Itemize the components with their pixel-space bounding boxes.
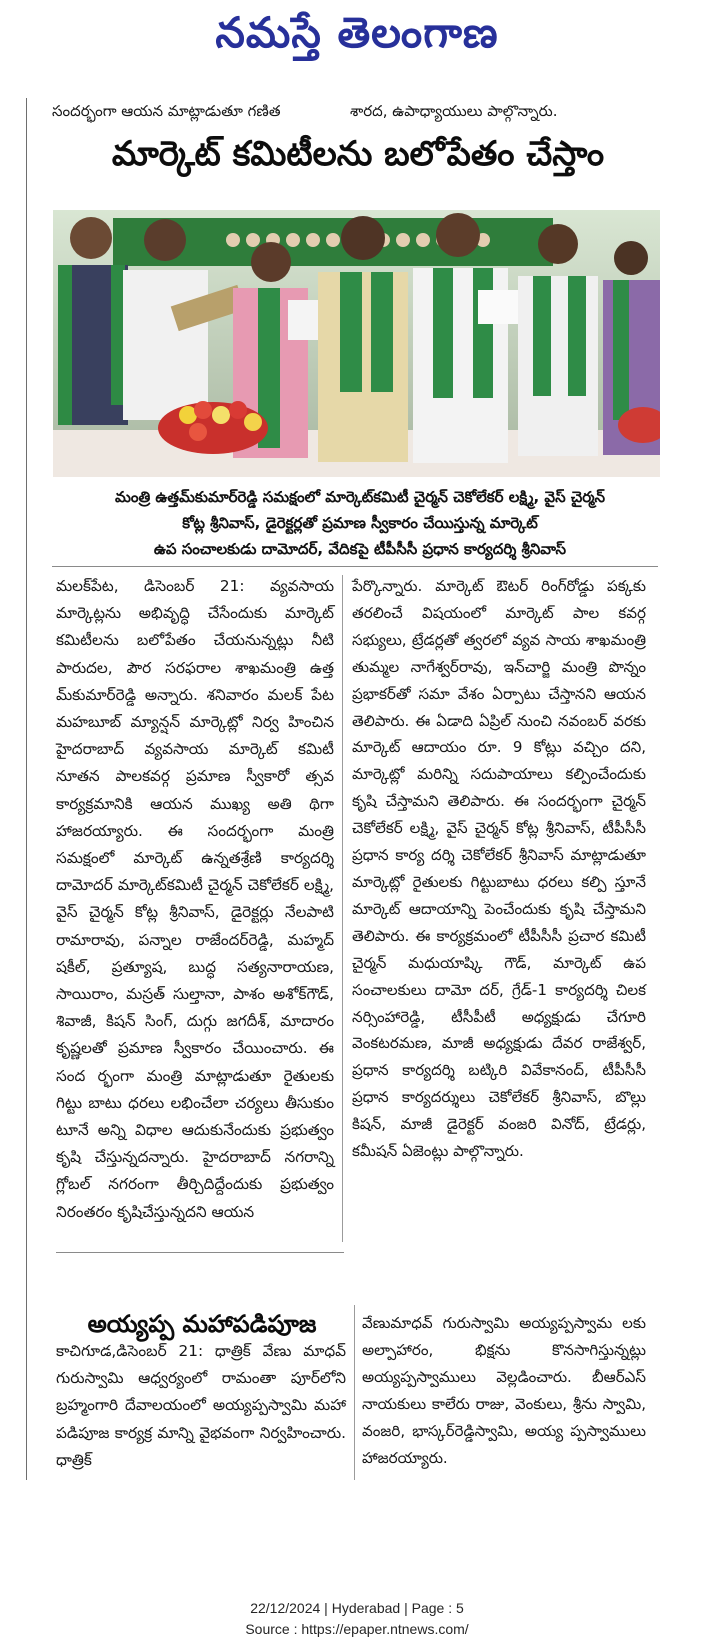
footer-date-page: 22/12/2024 | Hyderabad | Page : 5 <box>250 1600 464 1616</box>
column-rule <box>342 575 343 1242</box>
masthead-logo: నమస్తే తెలంగాణ <box>215 8 499 57</box>
article2-text: వేణుమాధవ్ గురుస్వామి అయ్యప్పస్వామ లకు అల్పాహారం, భిక్షను కొనసాగిస్తున్నట్లు అయ్యప్పస్వాములు వెల్లడించారు. బీఆర్ఎస్ నాయకులు కాలేరు రాజు, వెంకులు, శ్రీను స్వామి, వంజరి, భాస్కర్‌రెడ్డిస్వామి, అయ్య ప్పస్వాములు హాజరయ్యారు. <box>362 1314 646 1467</box>
article2-column-1 <box>56 1338 346 1474</box>
top-fragment-right: శారద, ఉపాధ్యాయులు పాల్గొన్నారు. <box>350 102 558 120</box>
article1-text: మలక్‌పేట, డిసెంబర్ 21: వ్యవసాయ మార్కెట్లను అభివృద్ధి చేసేందుకు మార్కెట్ కమిటీలను బలోపేతం చేయనున్నట్లు నీటి పారుదల, పౌర సరఫరాల శాఖమంత్రి ఉత్త మ్‌కుమార్‌రెడ్డి అన్నారు. శనివారం మలక్ పేట మహబూబ్ మ్యాన్షన్ మార్కెట్లో నిర్వ హించిన హైదరాబాద్ వ్యవసాయ మార్కెట్ కమిటీ నూతన పాలకవర్గ ప్రమాణ స్వీకారో త్సవ కార్యక్రమానికి ఆయన ముఖ్య అతి థిగా హాజరయ్యారు. ఈ సందర్భంగా మంత్రి సమక్షంలో మార్కెట్ ఉన్నతశ్రేణి కార్యదర్శి దామోదర్ మార్కెట్‌కమిటీ చైర్మన్ చెకోలేకర్ లక్ష్మి, వైస్ చైర్మన్ కోట్ల శ్రీనివాస్, డైరెక్టర్లు నేలపాటి రామారావు, పన్నాల రాజేందర్‌రెడ్డి, మహ్మద్ షకీల్, ప్రత్యూష, బుద్ధ సత్యనారాయణ, సాయిరాం, మస్రత్ సుల్తానా, పాశం అశోక్‌గౌడ్, శివాజీ, కిషన్ సింగ్, దుగ్గు జగదీశ్, మాదారం కృష్ణలతో ప్రమాణ స్వీకారం చేయించారు. ఈ సంద ర్భంగా మంత్రి మాట్లాడుతూ రైతులకు గిట్టు బాటు ధరలు లభించేలా చర్యలు తీసుకుం టూనే అన్ని విధాల ఆదుకునేందుకు ప్రభుత్వం కృషి చేస్తున్నదన్నారు. హైదరాబాద్ నగరాన్ని గ్లోబల్ నగరంగా తీర్చిదిద్దేందుకు ప్రభుత్వం నిరంతరం కృషిచేస్తున్నదని ఆయన <box>56 577 334 1221</box>
article1-column-2 <box>352 573 646 1165</box>
caption-line: కోట్ల శ్రీనివాస్, డైరెక్టర్లతో ప్రమాణ స్వీకారం చేయిస్తున్న మార్కెట్ <box>182 514 538 532</box>
article1-text: పేర్కొన్నారు. మార్కెట్ ఔటర్ రింగ్‌రోడ్డు పక్కకు తరలించే విషయంలో మార్కెట్ పాల కవర్గ సభ్యులు, ట్రేడర్లతో త్వరలో వ్యవ సాయ శాఖమంత్రి తుమ్మల నాగేశ్వర్‌రావు, ఇన్‌చార్జి మంత్రి పొన్నం ప్రభాకర్‌తో సమా వేశం ఏర్పాటు చేస్తానని ఆయన తెలిపారు. ఈ ఏడాది ఏప్రిల్ నుంచి నవంబర్ వరకు మార్కెట్ ఆదాయం రూ. 9 కోట్లు వచ్చిం దని, మార్కెట్లో మరిన్ని సదుపాయాలు కల్పించేందుకు కృషి చేస్తామని తెలిపారు. ఈ సందర్భంగా చైర్మన్ చెకోలేకర్ లక్ష్మి, వైస్ చైర్మన్ కోట్ల శ్రీనివాస్, టీపీసీసీ ప్రధాన కార్య దర్శి చెకోలేకర్ శ్రీనివాస్ మాట్లాడుతూ మార్కెట్లో రైతులకు గిట్టుబాటు ధరలు కల్పి స్తూనే మార్కెట్ ఆదాయాన్ని పెంచేందుకు కృషి చేస్తామని తెలిపారు. ఈ కార్యక్రమంలో టీపీసీసీ ప్రచార కమిటీ చైర్మన్ మధుయాష్కి గౌడ్, మార్కెట్ ఉప సంచాలకులు దామో దర్, గ్రేడ్-1 కార్యదర్శి చిలక నర్సింహారెడ్డి, టీసీపీటీ అధ్యక్షుడు చేగూరి వెంకటరమణ, మాజీ అధ్యక్షుడు దేవర రాజేశ్వర్, ప్రధాన కార్యదర్శి బట్కిరి వివేకానంద్, టీపీసీసీ ప్రధాన కార్యదర్శులు చెకోలేకర్ శ్రీనివాస్, బొల్లు కిషన్, మాజీ డైరెక్టర్ వంజరి వినోద్, ట్రేడర్లు, కమీషన్ ఏజెంట్లు పాల్గొన్నారు. <box>352 577 646 1161</box>
article1-column-1 <box>56 573 334 1226</box>
left-margin-rule <box>26 98 27 1480</box>
footer-source: Source : https://epaper.ntnews.com/ <box>245 1621 469 1637</box>
news-photo <box>53 210 660 477</box>
caption-divider <box>52 566 658 567</box>
caption-line: ఉప సంచాలకుడు దామోదర్, వేదికపై టీపీసీసీ ప్రధాన కార్యదర్శి శ్రీనివాస్ <box>153 540 567 558</box>
column-rule <box>354 1305 355 1480</box>
headline: మార్కెట్ కమిటీలను బలోపేతం చేస్తాం <box>111 134 605 174</box>
article2-column-2 <box>362 1310 646 1471</box>
top-fragment-left: సందర్భంగా ఆయన మాట్లాడుతూ గణిత <box>52 102 281 120</box>
caption-line: మంత్రి ఉత్తమ్‌కుమార్‌రెడ్డి సమక్షంలో మార్కెట్‌కమిటీ చైర్మన్ చెకోలేకర్ లక్ష్మి, వైస్ చైర్మన్ <box>114 488 605 506</box>
photo-caption <box>40 484 680 562</box>
article-divider <box>56 1252 344 1253</box>
article2-text: కాచిగూడ,డిసెంబర్ 21: ధాత్రిక్ వేణు మాధవ్ గురుస్వామి ఆధ్వర్యంలో రామంతా పూర్‌లోని బ్రహ్మంగారి దేవాలయంలో అయ్యప్పస్వామి మహా పడిపూజ కార్యక్ర మాన్ని వైభవంగా నిర్వహించారు. ధాత్రిక్ <box>56 1342 346 1469</box>
article2-title: అయ్యప్ప మహాపడిపూజ <box>87 1310 317 1338</box>
